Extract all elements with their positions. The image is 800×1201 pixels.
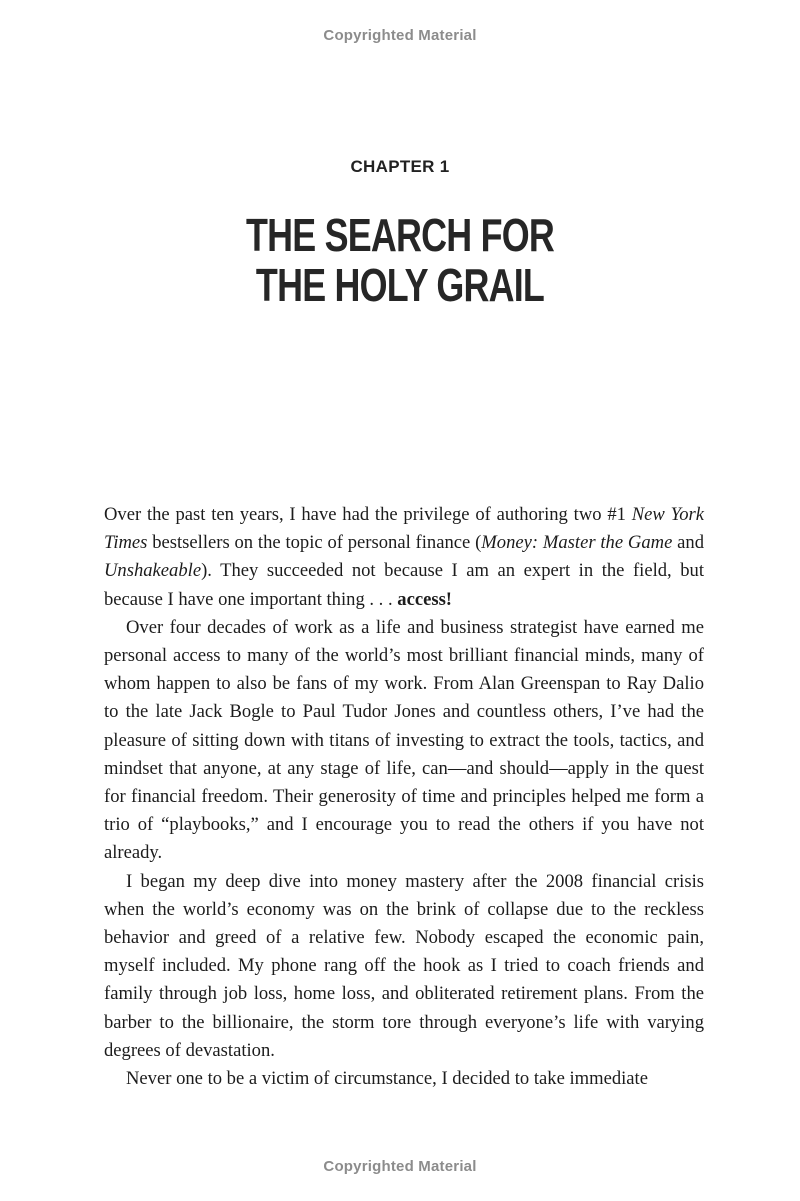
paragraph-1-italic-money: Money: Master the Game <box>481 532 673 554</box>
paragraph-1-bold-access: access! <box>397 588 453 610</box>
header-copyright: Copyrighted Material <box>323 27 477 44</box>
paragraph-1-text-a: Over the past ten years, I have had the privilege of authoring two #1 <box>104 504 632 525</box>
paragraph-1 <box>104 501 704 614</box>
chapter-label: CHAPTER 1 <box>350 157 450 176</box>
paragraph-1-text-g: ). They succeeded not because I am an expert in the field, but because I have one important thing . . . <box>104 560 704 610</box>
chapter-title-line-1: THE SEARCH FOR <box>245 209 555 261</box>
chapter-title <box>0 210 800 310</box>
paragraph-1-italic-unshakeable: Unshakeable <box>104 560 202 582</box>
paragraph-3: I began my deep dive into money mastery after the 2008 financial crisis when the world’s economy was on the brink of collapse due to the reckless behavior and greed of a relative few. Nobody escaped the economic pain, myself included. My phone rang off the hook as I tried to coach friends and family through job loss, home loss, and obliterated retirement plans. From the barber to the billionaire, the storm tore through everyone’s life with varying degrees of devastation. <box>104 870 704 1061</box>
paragraph-1-text-e: and <box>672 532 704 554</box>
paragraph-4: Never one to be a victim of circumstance, I decided to take immediate <box>126 1068 648 1090</box>
paragraph-2: Over four decades of work as a life and business strategist have earned me personal access to many of the world’s most brilliant financial minds, many of whom happen to also be fans of my work. From Alan Greenspan to Ray Dalio to the late Jack Bogle to Paul Tudor Jones and countless others, I’ve had the pleasure of sitting down with titans of investing to extract the tools, tactics, and mindset that anyone, at any stage of life, can—and should—apply in the quest for financial freedom. Their generosity of time and principles helped me form a trio of “playbooks,” and I encourage you to read the others if you have not already. <box>104 616 704 864</box>
body-text <box>104 501 704 1093</box>
paragraph-1-text-c: bestsellers on the topic of personal finance ( <box>147 532 482 554</box>
paragraph-1-italic-nyt: New York Times <box>104 504 705 554</box>
footer-copyright: Copyrighted Material <box>323 1158 477 1175</box>
chapter-title-line-2: THE HOLY GRAIL <box>255 259 545 311</box>
